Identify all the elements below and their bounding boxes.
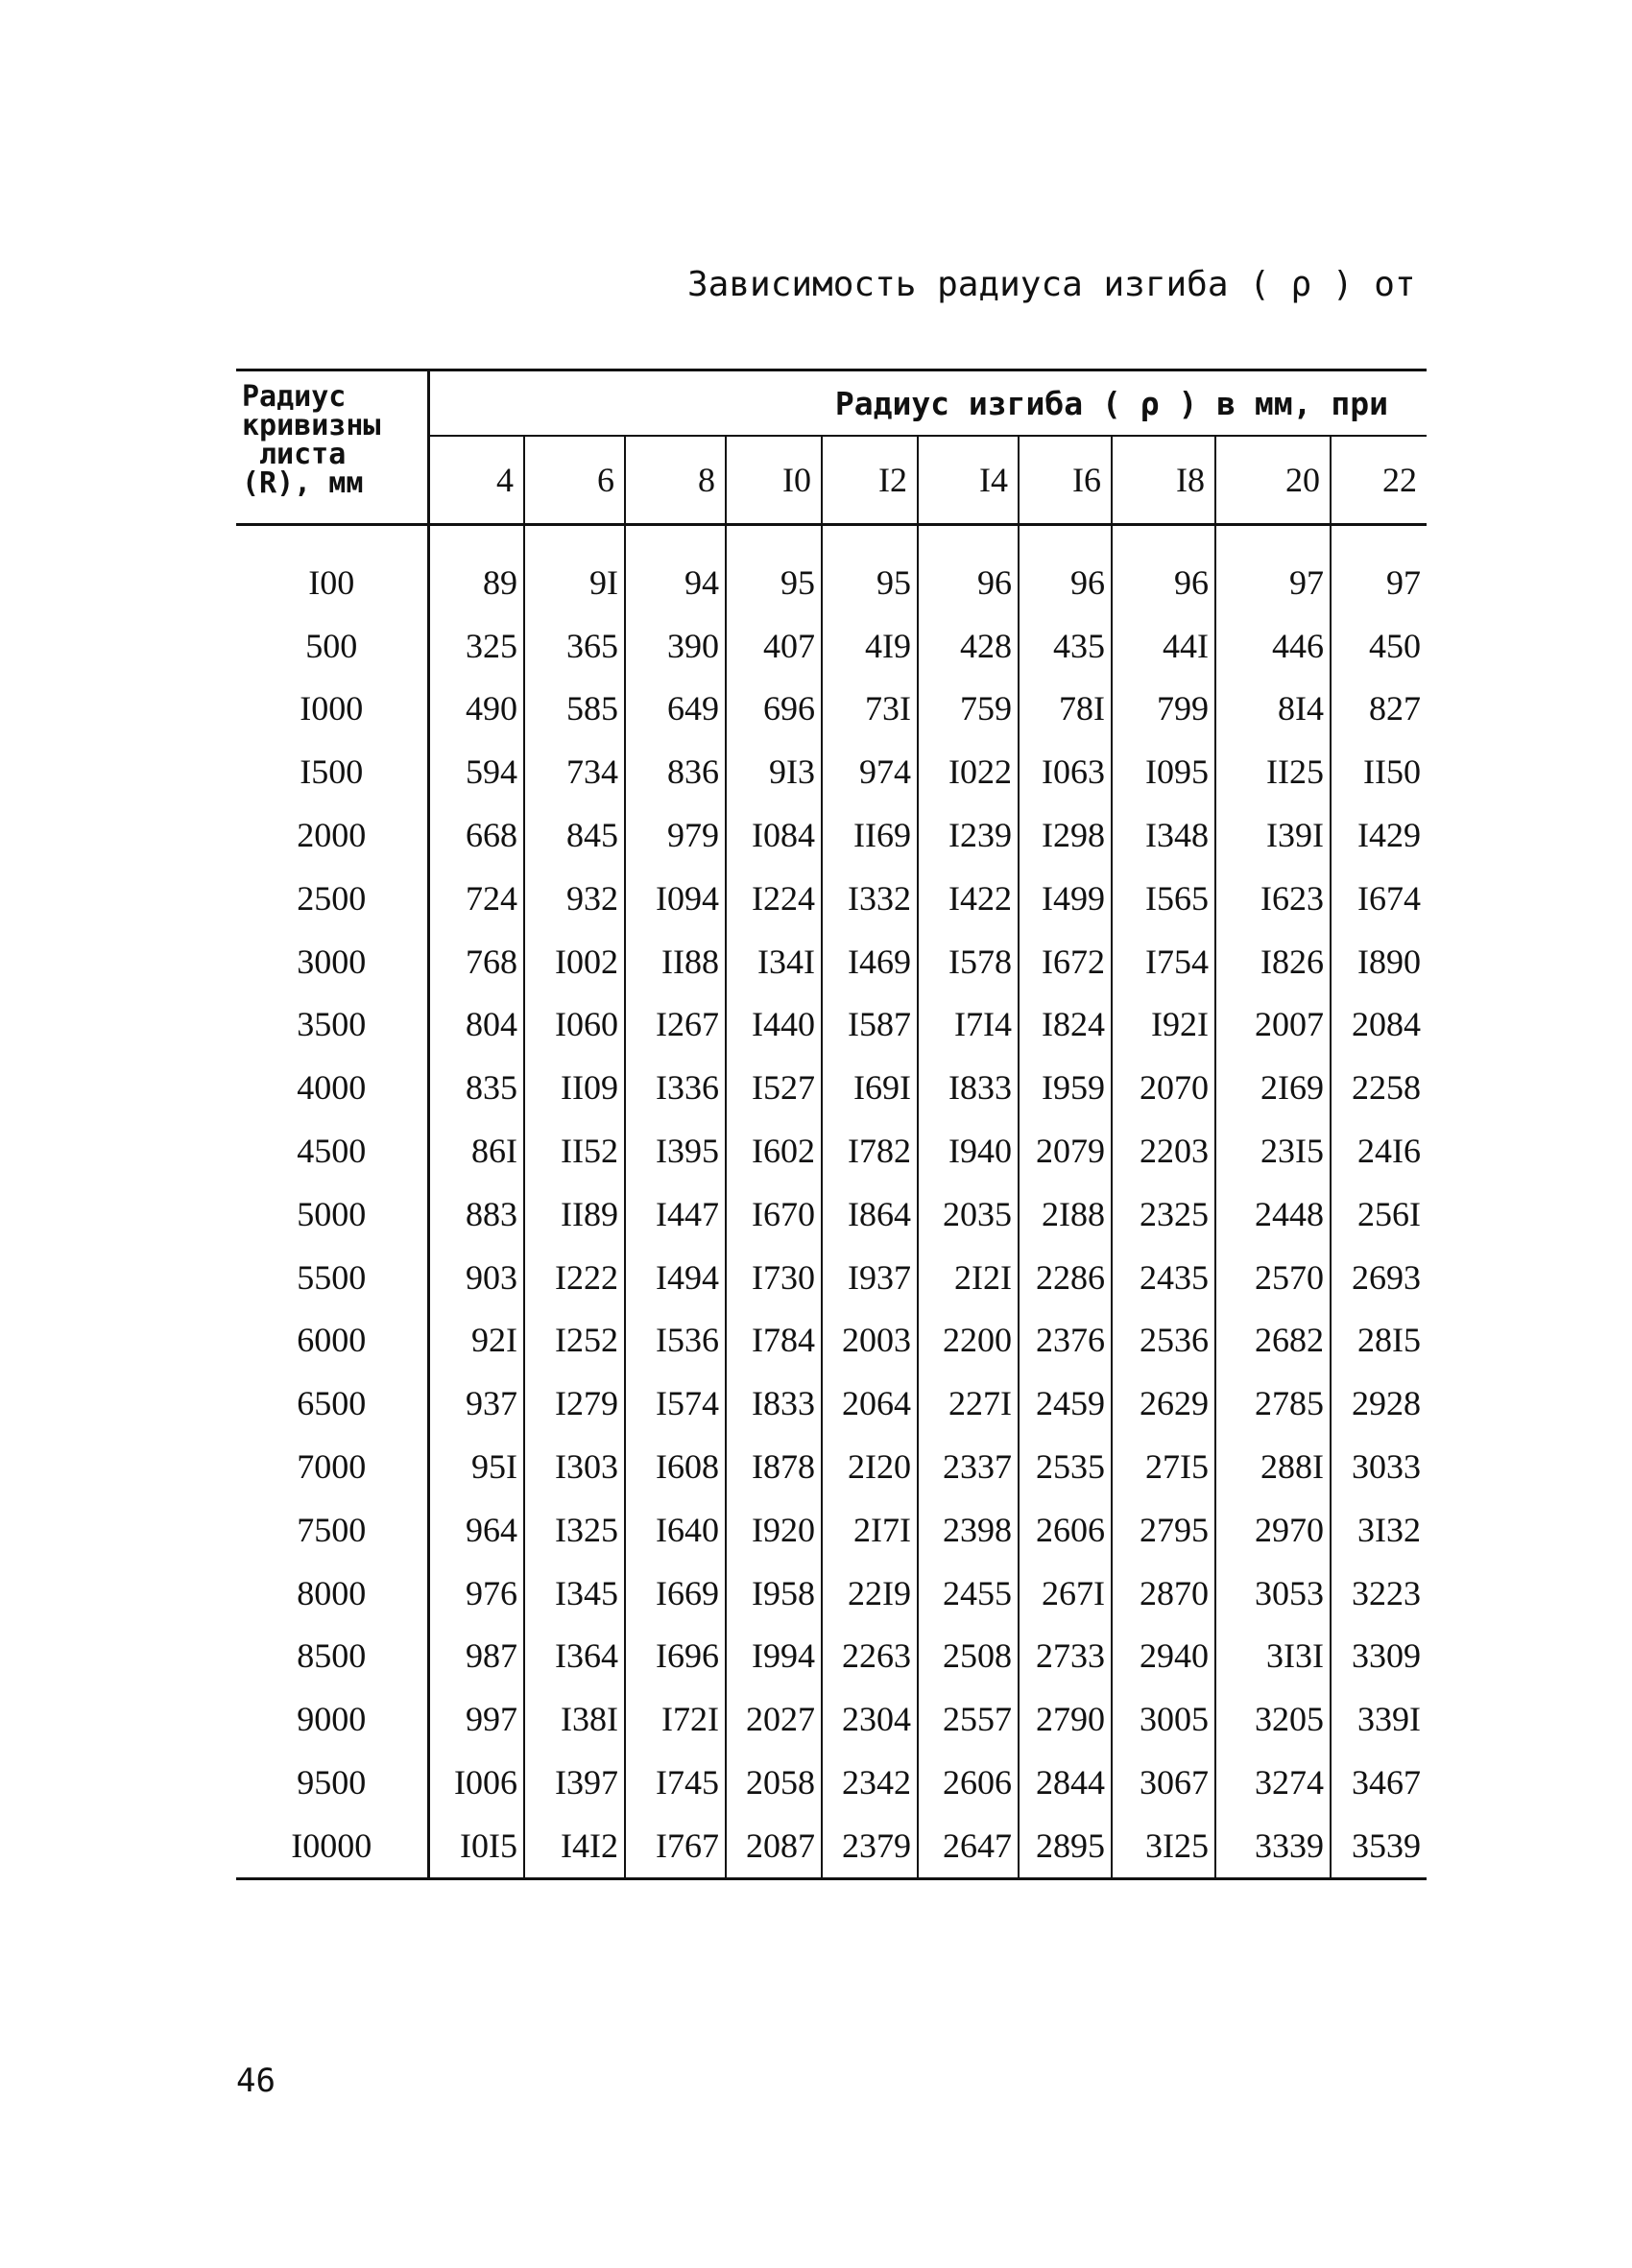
value-cell: I7I4 [918,993,1019,1057]
value-cell: 490 [428,678,524,741]
value-cell: 883 [428,1182,524,1246]
value-cell: I669 [625,1562,726,1625]
value-cell: I826 [1215,930,1331,993]
value-cell: 2079 [1019,1119,1112,1182]
value-cell: 2003 [822,1309,918,1373]
value-cell: 97 [1386,562,1422,602]
value-cell: 3067 [1112,1751,1215,1814]
value-cell: 9I [524,525,625,614]
value-cell: 3033 [1352,1447,1422,1487]
value-cell: 9I3 [726,740,822,803]
value-cell: I623 [1215,867,1331,930]
value-cell: I348 [1112,803,1215,867]
row-label-cell: 5000 [236,1182,428,1246]
row-header [236,370,428,525]
value-cell: 2087 [726,1814,822,1878]
value-cell: I958 [726,1562,822,1625]
value-cell: 288I [1215,1435,1331,1498]
value-cell: 668 [428,803,524,867]
value-cell: I527 [726,1056,822,1119]
value-cell: 3005 [1112,1687,1215,1751]
value-cell: I252 [524,1309,625,1373]
row-label-cell: 6500 [236,1372,428,1435]
table-row [236,803,1427,867]
value-cell: 96 [1019,525,1112,614]
table-row [236,1498,1427,1562]
table-row [236,1309,1427,1373]
column-header: I2 [822,436,918,525]
row-header-line: кривизны [242,409,381,442]
value-cell: 428 [918,614,1019,678]
value-cell: 932 [524,867,625,930]
value-cell: 2084 [1352,1005,1422,1044]
value-cell: 2I88 [1019,1182,1112,1246]
value-cell: 2342 [822,1751,918,1814]
value-cell: I92I [1112,993,1215,1057]
value-cell: I578 [918,930,1019,993]
value-cell: 2536 [1112,1309,1215,1373]
value-cell: II25 [1215,740,1331,803]
row-header-line: Радиус [242,380,347,414]
table-row [236,525,1427,614]
row-label-cell: 500 [236,614,428,678]
value-cell: I833 [726,1372,822,1435]
group-header: Радиус изгиба ( ρ ) в мм, при [428,370,1427,437]
row-label-cell: 8500 [236,1625,428,1688]
column-header: I0 [726,436,822,525]
value-cell: I640 [625,1498,726,1562]
value-cell: I937 [822,1246,918,1309]
value-cell: 997 [428,1687,524,1751]
row-label-cell: I0000 [236,1814,428,1878]
value-cell: I536 [625,1309,726,1373]
value-cell: 2070 [1112,1056,1215,1119]
value-cell: 227I [918,1372,1019,1435]
value-cell: 964 [428,1498,524,1562]
value-cell: II69 [822,803,918,867]
value-cell: 3309 [1352,1636,1422,1676]
value-cell: I864 [822,1182,918,1246]
value-cell: I72I [625,1687,726,1751]
value-cell: I006 [428,1751,524,1814]
value-cell: 73I [822,678,918,741]
value-cell: 2606 [1019,1498,1112,1562]
value-cell: II09 [524,1056,625,1119]
value-cell: 450 [1369,626,1422,665]
value-cell: 94 [625,525,726,614]
value-cell: I920 [726,1498,822,1562]
value-cell: I608 [625,1435,726,1498]
row-label-cell: 3500 [236,993,428,1057]
value-cell: I890 [1357,942,1422,981]
table-row [236,1246,1427,1309]
value-cell: I754 [1112,930,1215,993]
table-row [236,1751,1427,1814]
table-row [236,678,1427,741]
value-cell: I833 [918,1056,1019,1119]
value-cell: 845 [524,803,625,867]
value-cell: 768 [428,930,524,993]
column-header: 22 [1382,461,1418,499]
value-cell: 2027 [726,1687,822,1751]
value-cell: 339I [1357,1700,1422,1739]
value-cell: 2928 [1352,1384,1422,1423]
value-cell: I565 [1112,867,1215,930]
value-cell: I332 [822,867,918,930]
row-label-cell: 7500 [236,1498,428,1562]
value-cell: I494 [625,1246,726,1309]
value-cell: 95I [428,1435,524,1498]
value-cell: 407 [726,614,822,678]
value-cell: I303 [524,1435,625,1498]
value-cell: 2I20 [822,1435,918,1498]
table-row [236,1372,1427,1435]
value-cell: I395 [625,1119,726,1182]
row-label-cell: 7000 [236,1435,428,1498]
value-cell: 2304 [822,1687,918,1751]
value-cell: 3539 [1331,1814,1427,1878]
table-row [236,1182,1427,1246]
value-cell: I69I [822,1056,918,1119]
data-table [236,369,1427,1880]
value-cell: 27I5 [1112,1435,1215,1498]
row-label-cell: 9500 [236,1751,428,1814]
value-cell: I39I [1215,803,1331,867]
value-cell: 2844 [1019,1751,1112,1814]
value-cell: I440 [726,993,822,1057]
value-cell: I325 [524,1498,625,1562]
column-header: 4 [428,436,524,525]
value-cell: 2398 [918,1498,1019,1562]
value-cell: 2007 [1215,993,1331,1057]
value-cell: II89 [524,1182,625,1246]
value-cell: I084 [726,803,822,867]
value-cell: 649 [625,678,726,741]
table-row [236,1435,1427,1498]
value-cell: I38I [524,1687,625,1751]
value-cell: 2508 [918,1625,1019,1688]
value-cell: 2570 [1215,1246,1331,1309]
column-header: I8 [1112,436,1215,525]
value-cell: 2785 [1215,1372,1331,1435]
value-cell: 734 [524,740,625,803]
value-cell: I34I [726,930,822,993]
page-title: Зависимость радиуса изгиба ( ρ ) от [687,265,1416,304]
value-cell: I239 [918,803,1019,867]
value-cell: I429 [1357,816,1422,855]
value-cell: I095 [1112,740,1215,803]
value-cell: 836 [625,740,726,803]
value-cell: I730 [726,1246,822,1309]
value-cell: 2647 [918,1814,1019,1878]
value-cell: 78I [1019,678,1112,741]
value-cell: II50 [1363,752,1422,792]
value-cell: 2870 [1112,1562,1215,1625]
value-cell: I574 [625,1372,726,1435]
value-cell: I469 [822,930,918,993]
value-cell: I940 [918,1119,1019,1182]
row-label-cell: 2000 [236,803,428,867]
table-row [236,1687,1427,1751]
column-header: I4 [918,436,1019,525]
value-cell: 2459 [1019,1372,1112,1435]
value-cell: I499 [1019,867,1112,930]
value-cell: 2693 [1352,1257,1422,1297]
value-cell: I267 [625,993,726,1057]
value-cell: 2435 [1112,1246,1215,1309]
value-cell: 2733 [1019,1625,1112,1688]
value-cell: 585 [524,678,625,741]
value-cell: 2895 [1019,1814,1112,1878]
value-cell: I994 [726,1625,822,1688]
value-cell: I345 [524,1562,625,1625]
value-cell: 2682 [1215,1309,1331,1373]
table-row [236,1056,1427,1119]
row-label-cell: I00 [236,525,428,614]
row-label-cell: 4000 [236,1056,428,1119]
row-header-line: листа [259,438,347,471]
value-cell: 4I9 [822,614,918,678]
value-cell: II52 [524,1119,625,1182]
value-cell: 2203 [1112,1119,1215,1182]
value-cell: 3467 [1352,1763,1422,1802]
value-cell: 435 [1019,614,1112,678]
row-label-cell: 5500 [236,1246,428,1309]
value-cell: I878 [726,1435,822,1498]
value-cell: I672 [1019,930,1112,993]
value-cell: I224 [726,867,822,930]
row-label-cell: 3000 [236,930,428,993]
row-label-cell: I500 [236,740,428,803]
value-cell: 2058 [726,1751,822,1814]
value-cell: 28I5 [1357,1321,1422,1360]
value-cell: 365 [524,614,625,678]
value-cell: I0I5 [428,1814,524,1878]
value-cell: 696 [726,678,822,741]
value-cell: I587 [822,993,918,1057]
value-cell: 2606 [918,1751,1019,1814]
value-cell: 2535 [1019,1435,1112,1498]
value-cell: I824 [1019,993,1112,1057]
value-cell: 2I2I [918,1246,1019,1309]
value-cell: 3I3I [1215,1625,1331,1688]
value-cell: I060 [524,993,625,1057]
value-cell: 2790 [1019,1687,1112,1751]
value-cell: 2557 [918,1687,1019,1751]
value-cell: I767 [625,1814,726,1878]
value-cell: 22I9 [822,1562,918,1625]
value-cell: I002 [524,930,625,993]
column-header: 6 [524,436,625,525]
value-cell: 759 [918,678,1019,741]
value-cell: 2I7I [822,1498,918,1562]
value-cell: I298 [1019,803,1112,867]
value-cell: 2200 [918,1309,1019,1373]
row-label-cell: 8000 [236,1562,428,1625]
value-cell: 92I [428,1309,524,1373]
value-cell: 89 [428,525,524,614]
value-cell: 2448 [1215,1182,1331,1246]
value-cell: 95 [726,525,822,614]
value-cell: II88 [625,930,726,993]
value-cell: 86I [428,1119,524,1182]
row-label-cell: 2500 [236,867,428,930]
value-cell: 390 [625,614,726,678]
value-cell: 903 [428,1246,524,1309]
value-cell: 3I32 [1357,1510,1422,1549]
value-cell: I422 [918,867,1019,930]
value-cell: 8I4 [1215,678,1331,741]
value-cell: 2455 [918,1562,1019,1625]
row-label-cell: 9000 [236,1687,428,1751]
row-label-cell: I000 [236,678,428,741]
value-cell: 987 [428,1625,524,1688]
value-cell: I4I2 [524,1814,625,1878]
value-cell: 44I [1112,614,1215,678]
value-cell: 3205 [1215,1687,1331,1751]
value-cell: 2337 [918,1435,1019,1498]
value-cell: 2795 [1112,1498,1215,1562]
page-number: 46 [236,2062,276,2100]
value-cell: 2376 [1019,1309,1112,1373]
table-row [236,1814,1427,1878]
value-cell: I745 [625,1751,726,1814]
value-cell: I336 [625,1056,726,1119]
column-header: 20 [1215,436,1331,525]
value-cell: 96 [918,525,1019,614]
table-row [236,867,1427,930]
value-cell: 3I25 [1112,1814,1215,1878]
value-cell: 2940 [1112,1625,1215,1688]
value-cell: 24I6 [1357,1132,1422,1171]
table-row [236,1119,1427,1182]
value-cell: 3274 [1215,1751,1331,1814]
value-cell: 97 [1215,525,1331,614]
value-cell: 976 [428,1562,524,1625]
value-cell: 3339 [1215,1814,1331,1878]
value-cell: 2286 [1019,1246,1112,1309]
value-cell: 2325 [1112,1182,1215,1246]
value-cell: 2379 [822,1814,918,1878]
value-cell: 2064 [822,1372,918,1435]
table-row [236,1625,1427,1688]
value-cell: I279 [524,1372,625,1435]
value-cell: 256I [1357,1194,1422,1233]
value-cell: 799 [1112,678,1215,741]
value-cell: 724 [428,867,524,930]
column-header: 8 [625,436,726,525]
value-cell: I670 [726,1182,822,1246]
value-cell: 3223 [1352,1573,1422,1612]
value-cell: 979 [625,803,726,867]
value-cell: 2970 [1215,1498,1331,1562]
table-row [236,614,1427,678]
value-cell: 974 [822,740,918,803]
value-cell: I222 [524,1246,625,1309]
table-row [236,930,1427,993]
value-cell: I696 [625,1625,726,1688]
value-cell: 594 [428,740,524,803]
column-header: I6 [1019,436,1112,525]
value-cell: 2258 [1352,1068,1422,1108]
value-cell: 827 [1369,689,1422,728]
value-cell: 23I5 [1215,1119,1331,1182]
table-row [236,1562,1427,1625]
value-cell: 446 [1215,614,1331,678]
value-cell: 95 [822,525,918,614]
row-header-line: (R), мм [242,466,364,500]
value-cell: I397 [524,1751,625,1814]
value-cell: 3053 [1215,1562,1331,1625]
row-label-cell: 6000 [236,1309,428,1373]
value-cell: 96 [1112,525,1215,614]
value-cell: 325 [428,614,524,678]
value-cell: I959 [1019,1056,1112,1119]
value-cell: I784 [726,1309,822,1373]
value-cell: I094 [625,867,726,930]
value-cell: 835 [428,1056,524,1119]
value-cell: I063 [1019,740,1112,803]
value-cell: 2263 [822,1625,918,1688]
value-cell: 804 [428,993,524,1057]
value-cell: 267I [1019,1562,1112,1625]
table-row [236,993,1427,1057]
value-cell: 937 [428,1372,524,1435]
table-row [236,740,1427,803]
value-cell: 2I69 [1215,1056,1331,1119]
value-cell: I022 [918,740,1019,803]
row-label-cell: 4500 [236,1119,428,1182]
value-cell: 2629 [1112,1372,1215,1435]
value-cell: I602 [726,1119,822,1182]
value-cell: I364 [524,1625,625,1688]
value-cell: 2035 [918,1182,1019,1246]
value-cell: I447 [625,1182,726,1246]
value-cell: I674 [1357,878,1422,918]
value-cell: I782 [822,1119,918,1182]
